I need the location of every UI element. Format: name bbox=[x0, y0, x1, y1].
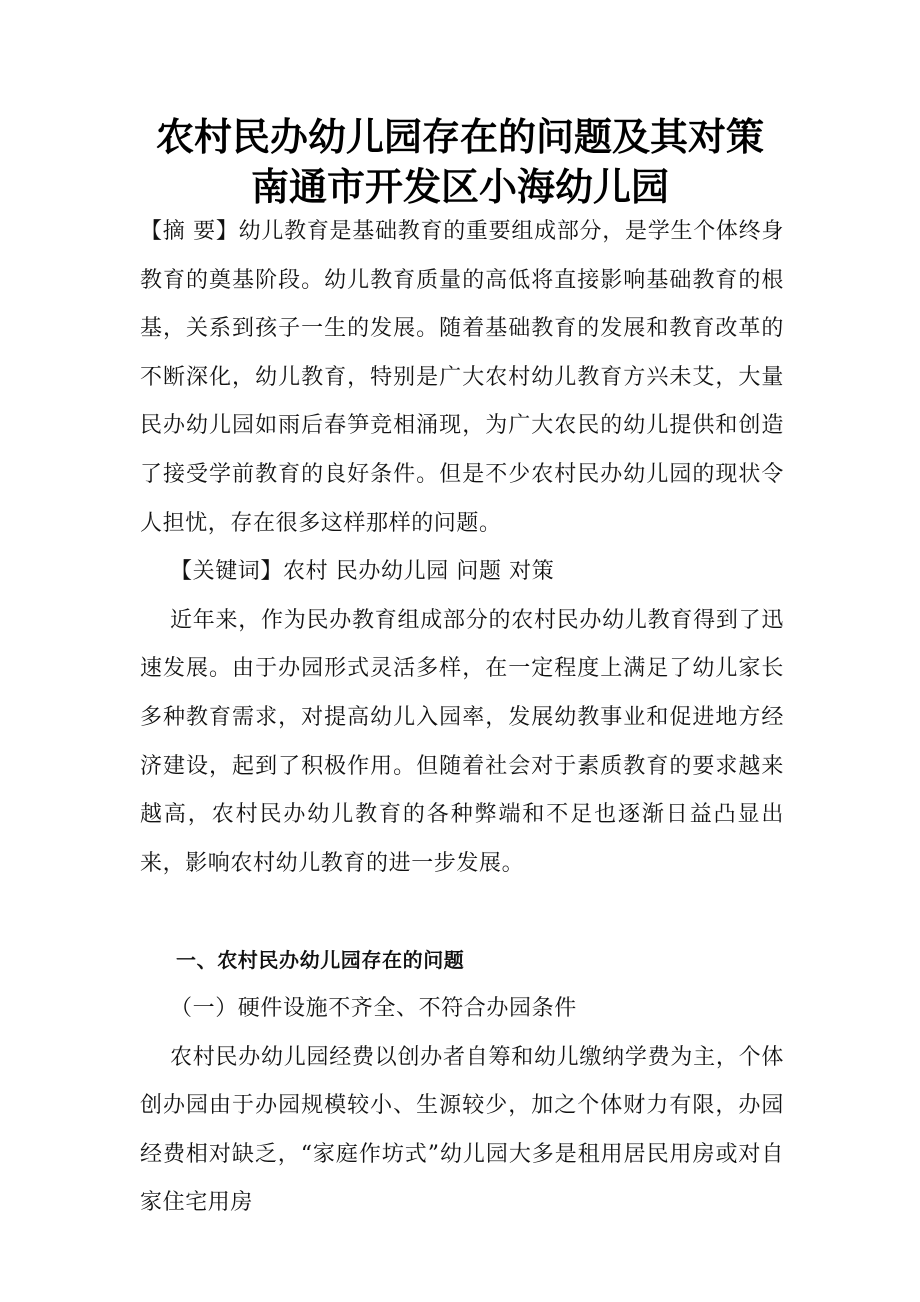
section-paragraph: 农村民办幼儿园经费以创办者自筹和幼儿缴纳学费为主，个体创办园由于办园规模较小、生源较少，加之个体财力有限，办园经费相对缺乏，“家庭作坊式”幼儿园大多是租用居民用房或对自家住宅用房 bbox=[140, 1044, 784, 1216]
document-body bbox=[140, 208, 784, 1228]
section-heading: 一、农村民办幼儿园存在的问题 bbox=[176, 948, 465, 973]
abstract-paragraph: 【摘 要】幼儿教育是基础教育的重要组成部分，是学生个体终身教育的奠基阶段。幼儿教育质量的高低将直接影响基础教育的根基，关系到孩子一生的发展。随着基础教育的发展和教育改革的不断深化，幼儿教育，特别是广大农村幼儿教育方兴未艾，大量民办幼儿园如雨后春笋竞相涌现，为广大农民的幼儿提供和创造了接受学前教育的良好条件。但是不少农村民办幼儿园的现状令人担忧，存在很多这样那样的问题。 bbox=[140, 219, 784, 536]
subsection-heading: （一）硬件设施不齐全、不符合办园条件 bbox=[170, 995, 577, 1021]
document-title: 农村民办幼儿园存在的问题及其对策 bbox=[155, 115, 764, 159]
intro-paragraph: 近年来，作为民办教育组成部分的农村民办幼儿教育得到了迅速发展。由于办园形式灵活多样，在一定程度上满足了幼儿家长多种教育需求，对提高幼儿入园率，发展幼教事业和促进地方经济建设，起到了积极作用。但随着社会对于素质教育的要求越来越高，农村民办幼儿教育的各种弊端和不足也逐渐日益凸显出来，影响农村幼儿教育的进一步发展。 bbox=[140, 607, 784, 876]
keywords-paragraph: 【关键词】农村 民办幼儿园 问题 对策 bbox=[170, 559, 555, 585]
document-subtitle: 南通市开发区小海幼儿园 bbox=[250, 165, 669, 209]
paragraph-gap bbox=[140, 888, 784, 936]
